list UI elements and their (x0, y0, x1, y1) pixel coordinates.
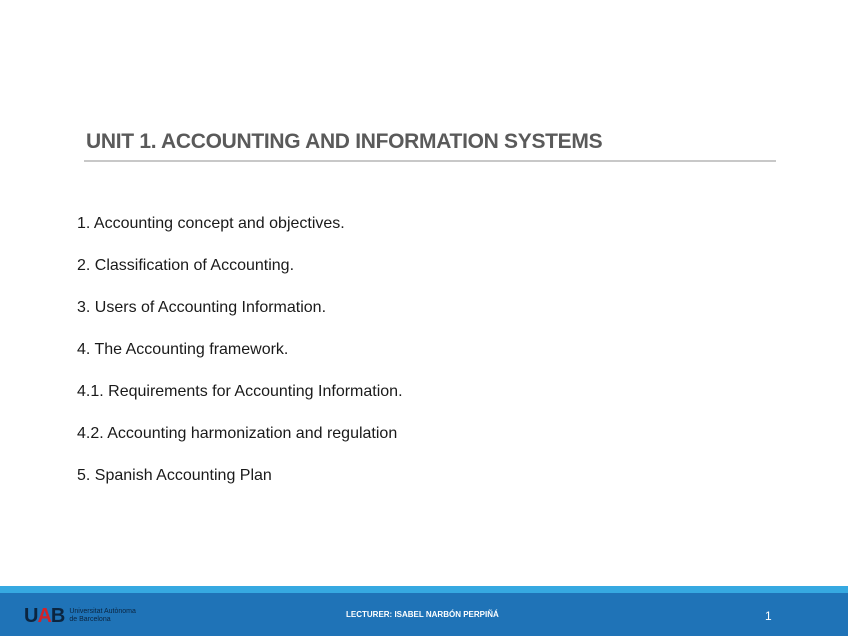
agenda-item: 1. Accounting concept and objectives. (77, 215, 345, 232)
logo-text (69, 608, 136, 624)
agenda-item: 2. Classification of Accounting. (77, 257, 295, 274)
logo-mark: UAB (24, 605, 65, 627)
title-divider (84, 160, 776, 162)
university-logo (24, 605, 136, 627)
agenda-item: 5. Spanish Accounting Plan (77, 467, 272, 484)
agenda-item: 4. The Accounting framework. (77, 341, 289, 358)
agenda-item: 4.2. Accounting harmonization and regulation (77, 425, 398, 442)
agenda-item: 3. Users of Accounting Information. (77, 299, 327, 316)
slide-title: UNIT 1. ACCOUNTING AND INFORMATION SYSTEMS (86, 130, 603, 153)
lecturer-name: LECTURER: ISABEL NARBÓN PERPIÑÁ (346, 610, 499, 619)
logo-text-line-2: de Barcelona (69, 616, 111, 623)
footer-accent-line (0, 586, 848, 593)
agenda-item: 4.1. Requirements for Accounting Information. (77, 383, 403, 400)
page-number: 1 (765, 609, 772, 623)
agenda-list (77, 214, 403, 508)
logo-text-line-1: Universitat Autònoma (69, 608, 136, 615)
